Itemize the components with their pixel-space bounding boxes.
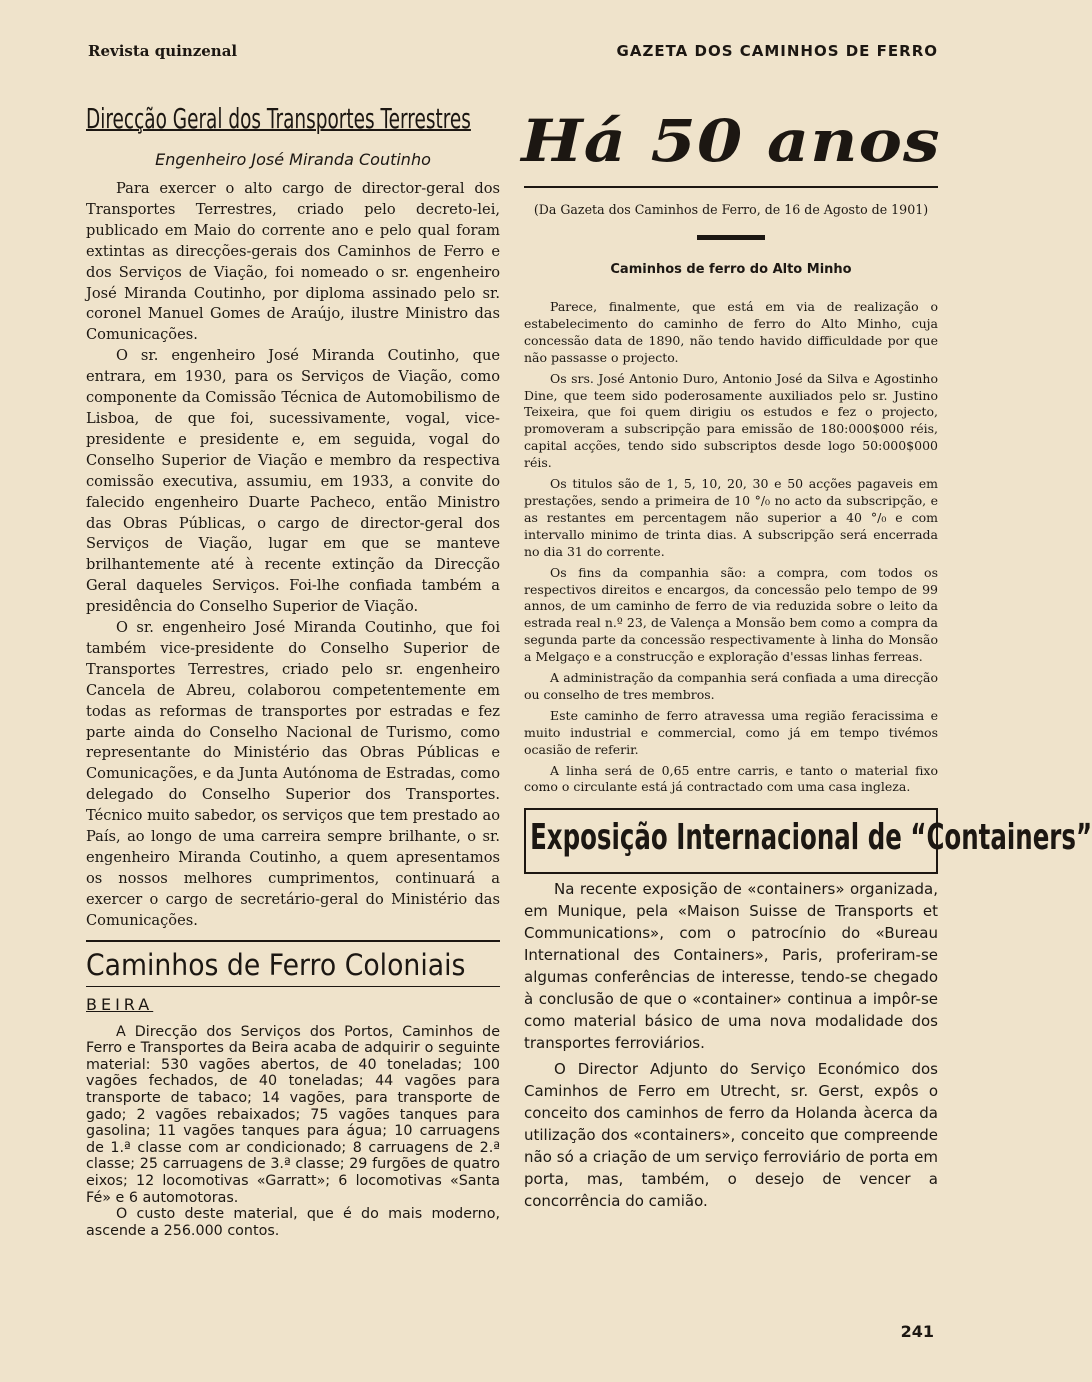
- running-head-right: GAZETA DOS CAMINHOS DE FERRO: [616, 42, 938, 60]
- paragraph: O sr. engenheiro José Miranda Coutinho, que entrara, em 1930, para os Serviços de Viação, como componente da Comissão Técnica de Automobilismo de Lisboa, de que foi, sucessivamente, vogal, vice-presidente e presidente e, em seguida, vogal do Conselho Superior de Viação e membro da respectiva comissão executiva, assumiu, em 1933, a convite do falecido engenheiro Duarte Pacheco, então Ministro das Obras Públicas, o cargo de director-geral dos Serviços de Viação, lugar em que se manteve brilhantemente até à recente extinção da Direcção Geral daqueles Serviços. Foi-lhe confiada também a presidência do Conselho Superior de Viação.: [86, 347, 500, 616]
- boxed-title-frame: [524, 808, 1092, 874]
- article-title-direccao: Direcção Geral dos Transportes Terrestres: [86, 102, 471, 135]
- title-underline: [86, 986, 500, 987]
- paragraph: O custo deste material, que é do mais moderno, ascende a 256.000 contos.: [86, 1206, 500, 1239]
- section-divider: [86, 940, 500, 942]
- article-title-ha-50-anos: Há 50 anos: [521, 107, 941, 175]
- paragraph: O sr. engenheiro José Miranda Coutinho, que foi também vice-presidente do Conselho Superior de Transportes Terrestres, criado pelo sr. engenheiro Cancela de Abreu, colaborou competentemente em todas as reformas de transportes por estradas e fez parte ainda do Conselho Nacional de Turismo, como representante do Ministério das Obras Públicas e Comunicações, e da Junta Autónoma de Estradas, como delegado do Conselho Superior dos Transportes. Técnico muito sabedor, os serviços que tem prestado ao País, ao longo de uma carreira sempre brilhante, o sr. engenheiro Miranda Coutinho, a quem apresentamos os nossos melhores cumprimentos, continuará a exercer o cargo de secretário-geral do Ministério das Comunicações.: [86, 619, 500, 929]
- right-column: [521, 100, 1092, 1212]
- paragraph: Os titulos são de 1, 5, 10, 20, 30 e 50 acções pagaveis em prestações, sendo a primeira de 10 °/₀ no acto da subscripção, e as restantes em percentagem não superior a 40 °/₀ e com intervallo minimo de trinta dias. A subscripção será encerrada no dia 31 do corrente.: [524, 476, 938, 559]
- article-heading-alto-minho: Caminhos de ferro do Alto Minho: [610, 262, 852, 277]
- paragraph: Este caminho de ferro atravessa uma região feracissima e muito industrial e commercial, como já em tempo tivémos ocasião de referir.: [524, 707, 938, 757]
- section-kicker: BEIRA: [86, 994, 154, 1014]
- article-title-containers: Exposição Internacional de “Containers”: [530, 817, 1092, 859]
- article-body-containers: [524, 878, 938, 1212]
- decorative-bar: [697, 235, 765, 240]
- title-rule: [524, 186, 938, 188]
- article-title-coloniais: Caminhos de Ferro Coloniais: [86, 947, 466, 982]
- paragraph: A Direcção dos Serviços dos Portos, Caminhos de Ferro e Transportes da Beira acaba de adquirir o seguinte material: 530 vagões abertos, de 40 toneladas; 100 vagões fechados, de 40 toneladas; 44 vagões para transporte de tabaco; 14 vagões, para transporte de gado; 2 vagões rebaixados; 75 vagões tanques para gasolina; 11 vagões tanques para água; 10 carruagens de 1.ª classe com ar condicionado; 8 carruagens de 2.ª classe; 25 carruagens de 3.ª classe; 29 furgões de quatro eixos; 12 locomotivas «Garratt»; 6 locomotivas «Santa Fé» e 6 automotoras.: [86, 1023, 500, 1206]
- paragraph: Os srs. José Antonio Duro, Antonio José da Silva e Agostinho Dine, que teem sido poderosamente auxiliados pelo sr. Justino Teixeira, que foi quem dirigiu os estudos e fez o projecto, promoveram a subscripção para emissão de 180:000$000 réis, capital acções, tendo sido subscriptos desde logo 50:000$000 réis.: [524, 370, 938, 471]
- article-body-beira: [86, 1024, 500, 1240]
- running-head-left: Revista quinzenal: [88, 42, 238, 60]
- page-number: 241: [900, 1322, 934, 1341]
- paragraph: Para exercer o alto cargo de director-geral dos Transportes Terrestres, criado pelo decreto-lei, publicado em Maio do corrente ano e pelo qual foram extintas as direcções-gerais dos Caminhos de Ferro e dos Serviços de Viação, foi nomeado o sr. engenheiro José Miranda Coutinho, por diploma assinado pelo sr. coronel Manuel Gomes de Araújo, ilustre Ministro das Comunicações.: [86, 180, 500, 344]
- source-line: (Da Gazeta dos Caminhos de Ferro, de 16 de Agosto de 1901): [533, 202, 929, 217]
- article-body-alto-minho: [524, 299, 938, 796]
- left-column: [86, 100, 500, 1239]
- paragraph: A administração da companhia será confiada a uma direcção ou conselho de tres membros.: [524, 670, 938, 702]
- paragraph: A linha será de 0,65 entre carris, e tanto o material fixo como o circulante está já contractado com uma casa ingleza.: [524, 762, 938, 795]
- article-subtitle: Engenheiro José Miranda Coutinho: [155, 150, 431, 169]
- paragraph: Os fins da companhia são: a compra, com todos os respectivos direitos e encargos, da concessão pelo tempo de 99 annos, de um caminho de ferro de via reduzida sobre o leito da estrada real n.º 23, de Valença a Monsão bem como a compra da segunda parte da concessão respectivamente à linha do Monsão a Melgaço e a construcção e exploração d'essas linhas ferreas.: [524, 564, 938, 665]
- paragraph: Parece, finalmente, que está em via de realização o estabelecimento do caminho de ferro do Alto Minho, cuja concessão data de 1890, não tendo havido difficuldade por que não passasse o projecto.: [524, 299, 938, 365]
- paragraph: Na recente exposição de «containers» organizada, em Munique, pela «Maison Suisse de Transports et Communications», com o patrocínio do «Bureau International des Containers», Paris, proferiram-se algumas conferências de interesse, tendo-se chegado à conclusão de que o «container» continua a impôr-se como material básico de uma nova modalidade dos transportes ferroviários.: [524, 880, 938, 1053]
- paragraph: O Director Adjunto do Serviço Económico dos Caminhos de Ferro em Utrecht, sr. Gerst, expôs o conceito dos caminhos de ferro da Holanda àcerca da utilização dos «containers», conceito que compreende não só a criação de um serviço ferroviário de porta em porta, mas, também, o desejo de vencer a concorrência do camião.: [524, 1060, 938, 1211]
- article-body-direccao: [86, 179, 500, 932]
